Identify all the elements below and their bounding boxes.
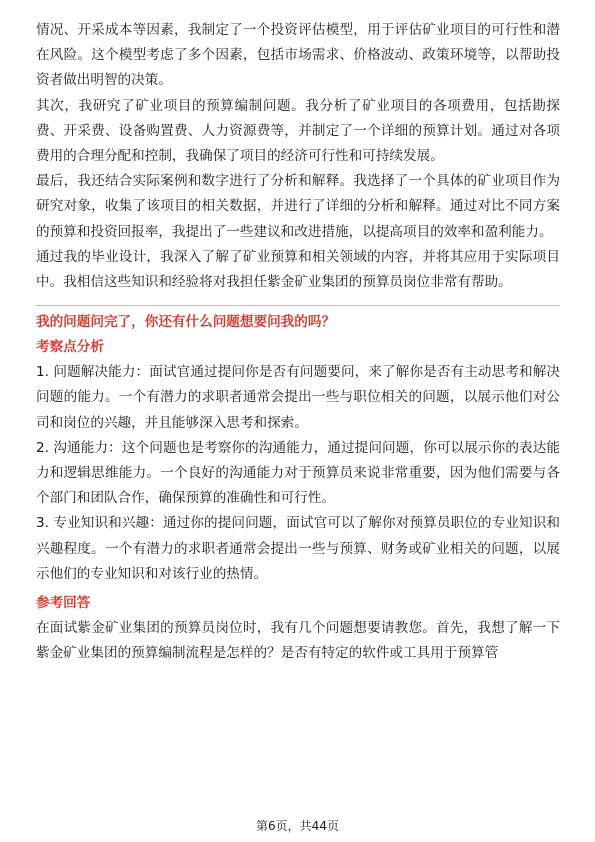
page-number: 第6页，共44页 — [256, 819, 339, 833]
reference-answer: 在面试紫金矿业集团的预算员岗位时，我有几个问题想要请教您。首先，我想了解一下紫金矿业集团的预算编制流程是怎样的？是否有特定的软件或工具用于预算管 — [36, 620, 560, 662]
analysis-point-3: 3. 专业知识和兴趣：通过你的提问问题，面试官可以了解你对预算员职位的专业知识和兴趣程度。一个有潜力的求职者通常会提出一些与预算、财务或矿业相关的问题，以展示他们的专业知识和对该行业的热情。 — [36, 515, 560, 582]
intro-paragraph-3: 最后，我还结合实际案例和数字进行了分析和解释。我选择了一个具体的矿业项目作为研究对象，收集了该项目的相关数据，并进行了详细的分析和解释。通过对比不同方案的预算和投资回报率，我提出了一些建议和改进措施，以提高项目的效率和盈利能力。 — [36, 173, 560, 240]
reference-heading: 参考回答 — [36, 595, 91, 612]
intro-paragraph-4: 通过我的毕业设计，我深入了解了矿业预算和相关领域的内容，并将其应用于实际项目中。我相信这些知识和经验将对我担任紫金矿业集团的预算员岗位非常有帮助。 — [36, 248, 560, 291]
interview-question: 我的问题问完了，你还有什么问题想要问我的吗？ — [36, 314, 336, 331]
section-divider — [36, 305, 560, 306]
document-body — [36, 18, 560, 666]
analysis-heading: 考察点分析 — [36, 339, 104, 356]
analysis-point-1: 1. 问题解决能力：面试官通过提问你是否有问题要问，来了解你是否有主动思考和解决问题的能力。一个有潜力的求职者通常会提出一些与职位相关的问题，以展示他们对公司和岗位的兴趣，并且能够深入思考和探索。 — [36, 364, 560, 431]
analysis-point-2: 2. 沟通能力：这个问题也是考察你的沟通能力，通过提问问题，你可以展示你的表达能力和逻辑思维能力。一个良好的沟通能力对于预算员来说非常重要，因为他们需要与各个部门和团队合作，确保预算的准确性和可行性。 — [36, 439, 560, 507]
intro-paragraph-2: 其次，我研究了矿业项目的预算编制问题。我分析了矿业项目的各项费用，包括勘探费、开采费、设备购置费、人力资源费等，并制定了一个详细的预算计划。通过对各项费用的合理分配和控制，我确保了项目的经济可行性和可持续发展。 — [36, 97, 560, 165]
intro-paragraph-1: 情况、开采成本等因素，我制定了一个投资评估模型，用于评估矿业项目的可行性和潜在风险。这个模型考虑了多个因素，包括市场需求、价格波动、政策环境等，以帮助投资者做出明智的决策。 — [36, 22, 560, 89]
